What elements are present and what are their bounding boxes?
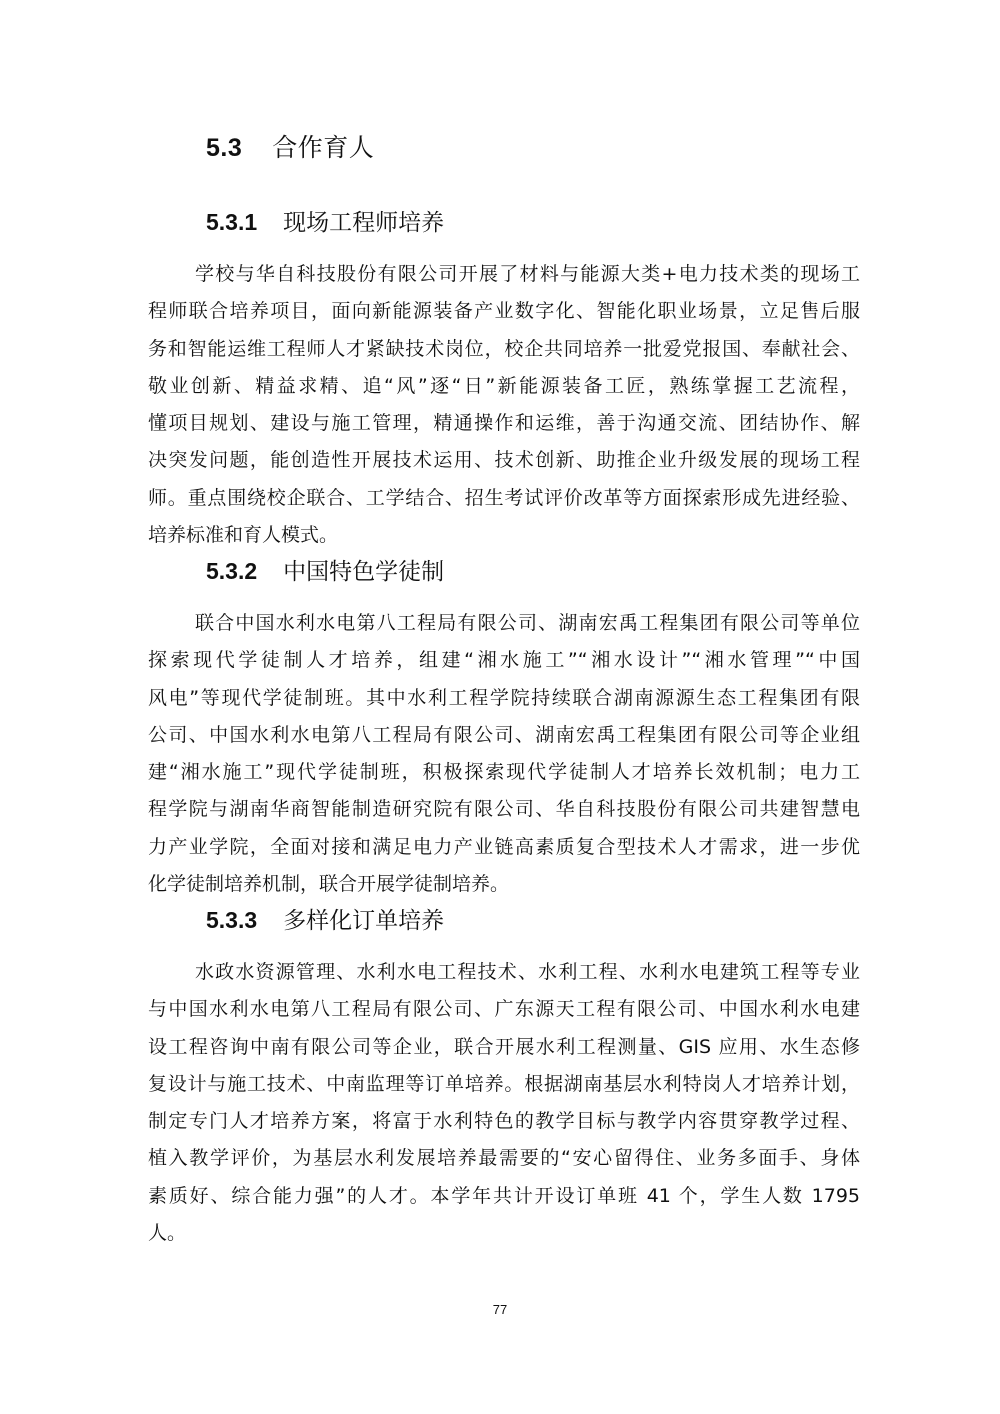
paragraph-line: 决突发问题，能创造性开展技术运用、技术创新、助推企业升级发展的现场工程 [148, 449, 860, 472]
paragraph-line: 探索现代学徒制人才培养，组建“湘水施工”“湘水设计”“湘水管理”“中国 [148, 649, 860, 672]
subsection-heading-5-3-2 [206, 553, 444, 586]
paragraph-line: 培养标准和育人模式。 [148, 524, 339, 547]
page-number: 77 [492, 1302, 508, 1317]
subsection-number: 5.3.3 [206, 907, 258, 933]
subsection-title: 中国特色学徒制 [283, 559, 445, 585]
paragraph-5-3-2 [148, 605, 860, 903]
subsection-title: 多样化订单培养 [283, 908, 445, 934]
paragraph-line: 风电”等现代学徒制班。其中水利工程学院持续联合湖南源源生态工程集团有限 [148, 686, 860, 709]
paragraph-line: 素质好、综合能力强”的人才。本学年共计开设订单班 41 个，学生人数 1795 [148, 1184, 860, 1207]
section-heading [206, 128, 374, 164]
paragraph-line: 制定专门人才培养方案，将富于水利特色的教学目标与教学内容贯穿教学过程、 [148, 1110, 860, 1133]
paragraph-line: 师。重点围绕校企联合、工学结合、招生考试评价改革等方面探索形成先进经验、 [148, 486, 860, 509]
paragraph-line: 复设计与施工技术、中南监理等订单培养。根据湖南基层水利特岗人才培养计划， [148, 1072, 860, 1095]
subsection-title: 现场工程师培养 [283, 210, 445, 236]
paragraph-line: 公司、中国水利水电第八工程局有限公司、湖南宏禹工程集团有限公司等企业组 [148, 723, 860, 746]
section-title: 合作育人 [272, 133, 375, 162]
subsection-heading-5-3-1 [206, 204, 444, 237]
paragraph-line: 化学徒制培养机制，联合开展学徒制培养。 [148, 873, 510, 896]
paragraph-line: 学校与华自科技股份有限公司开展了材料与能源大类+电力技术类的现场工 [195, 263, 860, 285]
paragraph-5-3-1 [148, 256, 860, 554]
paragraph-5-3-3 [148, 954, 860, 1252]
paragraph-line: 程师联合培养项目，面向新能源装备产业数字化、智能化职业场景，立足售后服 [148, 300, 860, 323]
paragraph-line: 敬业创新、精益求精、追“风”逐“日”新能源装备工匠，熟练掌握工艺流程， [148, 374, 860, 397]
paragraph-line: 程学院与湖南华商智能制造研究院有限公司、华自科技股份有限公司共建智慧电 [148, 798, 860, 821]
subsection-number: 5.3.1 [206, 209, 258, 235]
paragraph-line: 务和智能运维工程师人才紧缺技术岗位，校企共同培养一批爱党报国、奉献社会、 [148, 337, 860, 360]
paragraph-line: 设工程咨询中南有限公司等企业，联合开展水利工程测量、GIS 应用、水生态修 [148, 1035, 860, 1058]
paragraph-line: 联合中国水利水电第八工程局有限公司、湖南宏禹工程集团有限公司等单位 [195, 612, 860, 634]
paragraph-line: 水政水资源管理、水利水电工程技术、水利工程、水利水电建筑工程等专业 [195, 961, 860, 983]
paragraph-line: 力产业学院，全面对接和满足电力产业链高素质复合型技术人才需求，进一步优 [148, 835, 860, 858]
paragraph-line: 人。 [148, 1222, 187, 1245]
section-number: 5.3 [206, 134, 243, 162]
paragraph-line: 建“湘水施工”现代学徒制班，积极探索现代学徒制人才培养长效机制；电力工 [148, 761, 860, 784]
subsection-number: 5.3.2 [206, 558, 258, 584]
paragraph-line: 与中国水利水电第八工程局有限公司、广东源天工程有限公司、中国水利水电建 [148, 998, 860, 1021]
subsection-heading-5-3-3 [206, 902, 444, 935]
paragraph-line: 植入教学评价，为基层水利发展培养最需要的“安心留得住、业务多面手、身体 [148, 1147, 860, 1170]
paragraph-line: 懂项目规划、建设与施工管理，精通操作和运维，善于沟通交流、团结协作、解 [148, 412, 860, 435]
